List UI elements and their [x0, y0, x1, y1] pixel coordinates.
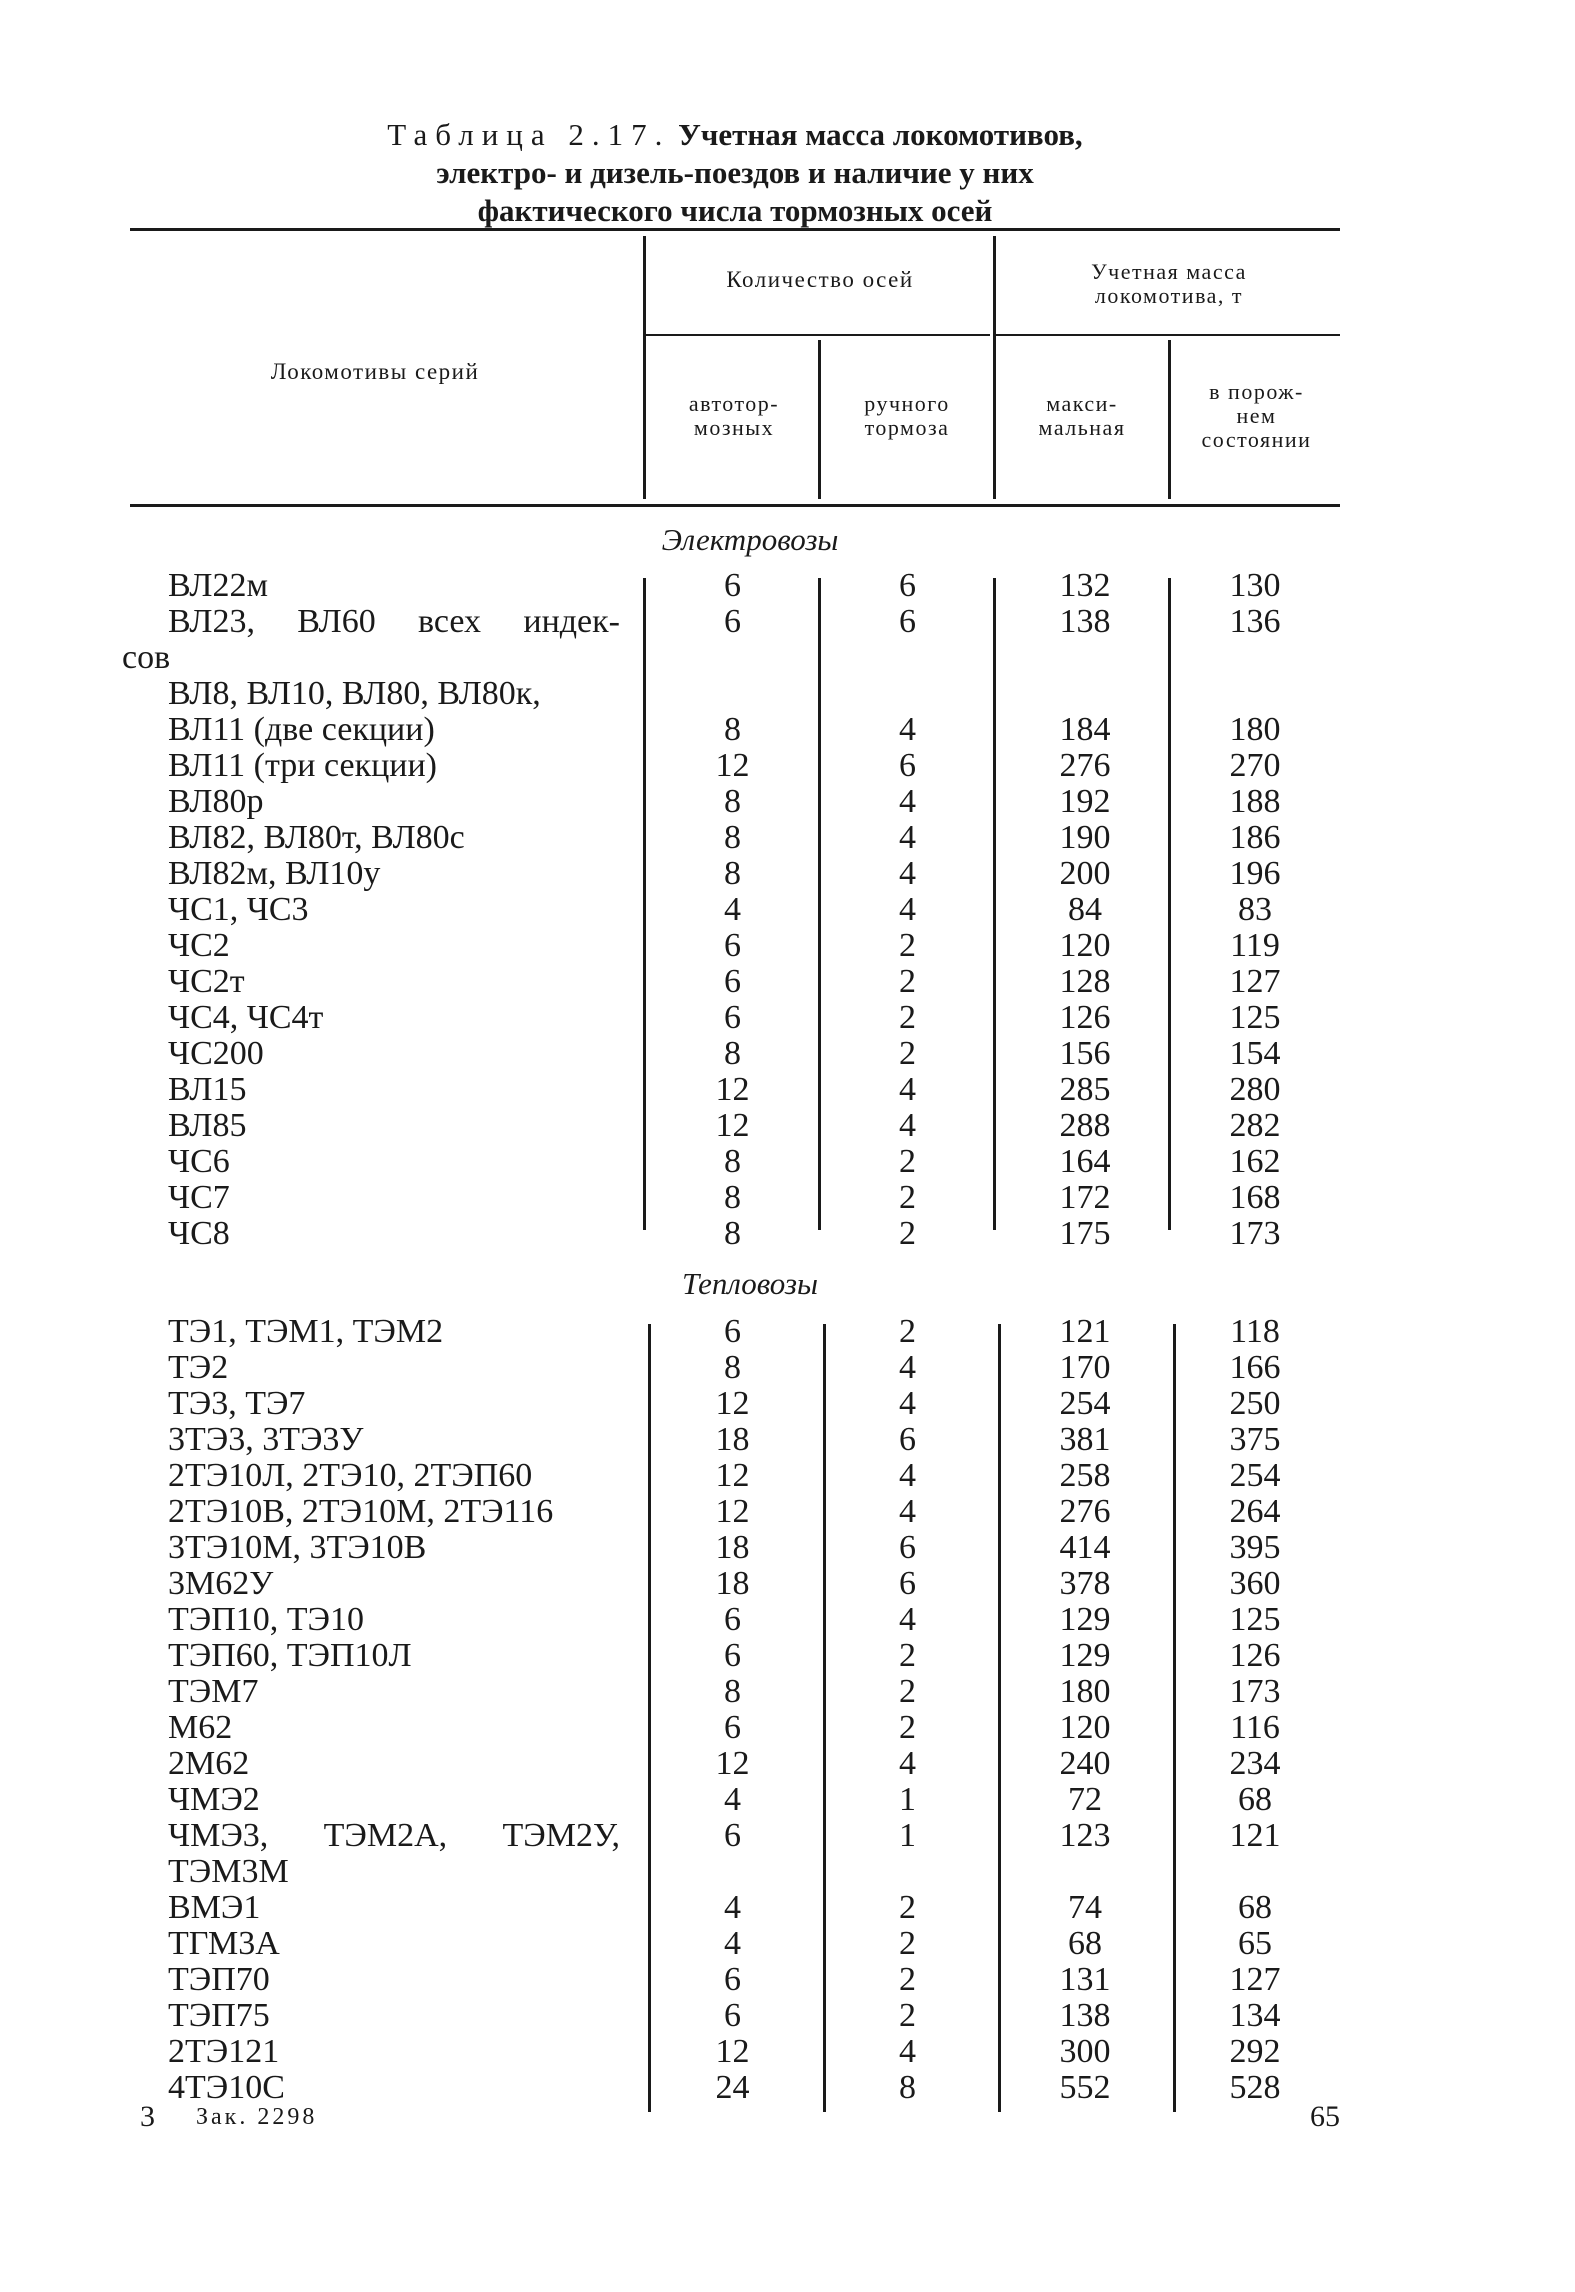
row-auto-brake-axles: 24 — [715, 2069, 750, 2106]
row-mass-empty: 234 — [1229, 1745, 1281, 1782]
row-hand-brake-axles: 4 — [899, 1349, 916, 1386]
row-hand-brake-axles: 4 — [899, 783, 916, 820]
caption-line2: электро- и дизель-поездов и наличие у них — [436, 155, 1034, 190]
row-hand-brake-axles: 4 — [899, 1107, 916, 1144]
header-vline-2 — [818, 340, 821, 499]
row-auto-brake-axles: 6 — [724, 1313, 741, 1350]
row-hand-brake-axles: 4 — [899, 1071, 916, 1108]
row-mass-max: 200 — [1059, 855, 1111, 892]
row-mass-max: 285 — [1059, 1071, 1111, 1108]
row-series-name: ВЛ11 (две секции) — [168, 711, 435, 748]
row-mass-max: 129 — [1059, 1601, 1111, 1638]
row-mass-empty: 186 — [1229, 819, 1281, 856]
row-mass-empty: 127 — [1229, 1961, 1281, 1998]
row-mass-max: 378 — [1059, 1565, 1111, 1602]
row-series-name: ЧМЭ2 — [168, 1781, 260, 1818]
row-auto-brake-axles: 6 — [724, 1709, 741, 1746]
row-series-name: ВЛ85 — [168, 1107, 247, 1144]
row-hand-brake-axles: 2 — [899, 1215, 916, 1252]
row-series-name: ВЛ8, ВЛ10, ВЛ80, ВЛ80к, — [168, 675, 541, 712]
row-mass-empty: 130 — [1229, 567, 1281, 604]
row-series-name: ЧС7 — [168, 1179, 230, 1216]
header-axles-auto: автотор- мозных — [688, 391, 780, 440]
header-mass-empty: в порож- нем состоянии — [1201, 379, 1312, 452]
header-vline-1 — [643, 236, 646, 499]
row-hand-brake-axles: 2 — [899, 1997, 916, 2034]
row-series-name: ТЭ2 — [168, 1349, 229, 1386]
row-auto-brake-axles: 6 — [724, 999, 741, 1036]
row-auto-brake-axles: 12 — [715, 1493, 750, 1530]
row-auto-brake-axles: 12 — [715, 1071, 750, 1108]
row-hand-brake-axles: 2 — [899, 927, 916, 964]
row-auto-brake-axles: 8 — [724, 819, 741, 856]
row-mass-empty: 360 — [1229, 1565, 1281, 1602]
row-series-name: 3ТЭ3, 3ТЭ3У — [168, 1421, 364, 1458]
row-hand-brake-axles: 4 — [899, 1457, 916, 1494]
row-auto-brake-axles: 18 — [715, 1421, 750, 1458]
row-mass-empty: 292 — [1229, 2033, 1281, 2070]
row-series-name: ВЛ82, ВЛ80т, ВЛ80с — [168, 819, 465, 856]
row-hand-brake-axles: 2 — [899, 1673, 916, 1710]
electric-vline-3 — [993, 578, 996, 1230]
table-row — [0, 1036, 1575, 1072]
row-mass-empty: 254 — [1229, 1457, 1281, 1494]
row-mass-max: 123 — [1059, 1817, 1111, 1854]
row-series-name: 2ТЭ121 — [168, 2033, 280, 2070]
table-row — [0, 1530, 1575, 1566]
electric-vline-4 — [1168, 578, 1171, 1230]
row-series-name: ТЭ1, ТЭМ1, ТЭМ2 — [168, 1313, 444, 1350]
row-auto-brake-axles: 6 — [724, 927, 741, 964]
row-hand-brake-axles: 1 — [899, 1781, 916, 1818]
row-auto-brake-axles: 18 — [715, 1565, 750, 1602]
table-row — [0, 1180, 1575, 1216]
row-auto-brake-axles: 4 — [724, 1925, 741, 1962]
row-mass-max: 276 — [1059, 747, 1111, 784]
row-mass-empty: 375 — [1229, 1421, 1281, 1458]
table-row — [0, 1386, 1575, 1422]
row-auto-brake-axles: 6 — [724, 603, 741, 640]
row-auto-brake-axles: 8 — [724, 1035, 741, 1072]
row-mass-empty: 196 — [1229, 855, 1281, 892]
row-series-name: ТЭП75 — [168, 1997, 270, 2034]
header-axles-hand: ручного тормоза — [864, 391, 950, 440]
row-series-name: ВЛ80р — [168, 783, 264, 820]
row-mass-empty: 68 — [1238, 1889, 1272, 1926]
header-mass-group: Учетная масса локомотива, т — [1091, 259, 1247, 308]
table-caption — [130, 116, 1340, 230]
row-hand-brake-axles: 2 — [899, 1637, 916, 1674]
table-row — [0, 928, 1575, 964]
row-mass-max: 131 — [1059, 1961, 1111, 1998]
row-mass-empty: 134 — [1229, 1997, 1281, 2034]
row-series-name: ТЭП60, ТЭП10Л — [168, 1637, 412, 1674]
table-row — [0, 1782, 1575, 1818]
table-row — [0, 1494, 1575, 1530]
row-mass-empty: 136 — [1229, 603, 1281, 640]
row-hand-brake-axles: 6 — [899, 747, 916, 784]
row-mass-empty: 250 — [1229, 1385, 1281, 1422]
table-row — [0, 1108, 1575, 1144]
row-mass-empty: 282 — [1229, 1107, 1281, 1144]
row-auto-brake-axles: 8 — [724, 1673, 741, 1710]
diesel-vline-1 — [648, 1324, 651, 2112]
mass-subrule — [995, 334, 1340, 336]
row-hand-brake-axles: 6 — [899, 567, 916, 604]
table-row — [0, 1710, 1575, 1746]
footer-signature: 3 — [140, 2100, 155, 2133]
row-series-name: ЧС200 — [168, 1035, 264, 1072]
table-row — [0, 1890, 1575, 1926]
row-auto-brake-axles: 4 — [724, 1889, 741, 1926]
row-mass-empty: 188 — [1229, 783, 1281, 820]
row-hand-brake-axles: 1 — [899, 1817, 916, 1854]
row-mass-max: 138 — [1059, 1997, 1111, 2034]
row-hand-brake-axles: 4 — [899, 1493, 916, 1530]
table-row — [0, 2034, 1575, 2070]
table-row — [0, 1000, 1575, 1036]
electric-vline-1 — [643, 578, 646, 1230]
diesel-table-body — [0, 1314, 1575, 2106]
row-mass-empty: 83 — [1238, 891, 1272, 928]
table-row — [0, 820, 1575, 856]
row-auto-brake-axles: 12 — [715, 2033, 750, 2070]
footer-order: Зак. 2298 — [196, 2104, 318, 2130]
row-hand-brake-axles: 4 — [899, 711, 916, 748]
header-axles-group: Количество осей — [726, 267, 914, 292]
row-auto-brake-axles: 4 — [724, 1781, 741, 1818]
row-mass-max: 288 — [1059, 1107, 1111, 1144]
row-auto-brake-axles: 12 — [715, 747, 750, 784]
table-row — [0, 748, 1575, 784]
row-series-name: ЧС6 — [168, 1143, 230, 1180]
table-row — [0, 964, 1575, 1000]
row-mass-max: 552 — [1059, 2069, 1111, 2106]
table-row — [0, 676, 1575, 712]
row-hand-brake-axles: 2 — [899, 1313, 916, 1350]
row-mass-empty: 118 — [1230, 1313, 1280, 1350]
row-hand-brake-axles: 4 — [899, 891, 916, 928]
table-row — [0, 1216, 1575, 1252]
row-series-name: 2ТЭ10Л, 2ТЭ10, 2ТЭП60 — [168, 1457, 533, 1494]
row-hand-brake-axles: 6 — [899, 603, 916, 640]
row-auto-brake-axles: 8 — [724, 711, 741, 748]
row-series-name: 3ТЭ10М, 3ТЭ10В — [168, 1529, 427, 1566]
row-auto-brake-axles: 12 — [715, 1107, 750, 1144]
row-series-name: М62 — [168, 1709, 233, 1746]
row-mass-max: 190 — [1059, 819, 1111, 856]
row-mass-max: 120 — [1059, 1709, 1111, 1746]
table-row — [0, 1818, 1575, 1890]
table-row — [0, 1144, 1575, 1180]
row-mass-empty: 264 — [1229, 1493, 1281, 1530]
row-mass-empty: 126 — [1229, 1637, 1281, 1674]
row-mass-max: 180 — [1059, 1673, 1111, 1710]
row-series-name: ЧС4, ЧС4т — [168, 999, 324, 1036]
row-mass-max: 121 — [1059, 1313, 1111, 1350]
row-auto-brake-axles: 6 — [724, 567, 741, 604]
row-series-name: ВЛ82м, ВЛ10у — [168, 855, 381, 892]
row-mass-max: 414 — [1059, 1529, 1111, 1566]
row-hand-brake-axles: 4 — [899, 1385, 916, 1422]
row-hand-brake-axles: 6 — [899, 1565, 916, 1602]
header-vline-3 — [993, 236, 996, 499]
table-row — [0, 1422, 1575, 1458]
row-series-name: ТЭП70 — [168, 1961, 270, 1998]
row-mass-max: 84 — [1068, 891, 1102, 928]
header-bottom-rule — [130, 504, 1340, 507]
row-auto-brake-axles: 8 — [724, 1179, 741, 1216]
row-mass-empty: 180 — [1229, 711, 1281, 748]
row-hand-brake-axles: 2 — [899, 963, 916, 1000]
row-hand-brake-axles: 4 — [899, 1745, 916, 1782]
row-auto-brake-axles: 6 — [724, 1961, 741, 1998]
row-mass-max: 258 — [1059, 1457, 1111, 1494]
table-row — [0, 1962, 1575, 1998]
row-mass-empty: 162 — [1229, 1143, 1281, 1180]
table-row — [0, 1638, 1575, 1674]
table-row — [0, 1602, 1575, 1638]
row-series-name: ВЛ15 — [168, 1071, 247, 1108]
row-mass-empty: 168 — [1229, 1179, 1281, 1216]
row-auto-brake-axles: 8 — [724, 1215, 741, 1252]
row-hand-brake-axles: 2 — [899, 1143, 916, 1180]
row-mass-max: 156 — [1059, 1035, 1111, 1072]
row-mass-max: 129 — [1059, 1637, 1111, 1674]
row-mass-max: 164 — [1059, 1143, 1111, 1180]
row-hand-brake-axles: 2 — [899, 1035, 916, 1072]
row-auto-brake-axles: 12 — [715, 1385, 750, 1422]
row-mass-max: 240 — [1059, 1745, 1111, 1782]
table-row — [0, 1350, 1575, 1386]
row-auto-brake-axles: 12 — [715, 1745, 750, 1782]
row-auto-brake-axles: 6 — [724, 1997, 741, 2034]
electric-vline-2 — [818, 578, 821, 1230]
row-series-name: ВЛ11 (три секции) — [168, 747, 437, 784]
row-series-name: 3М62У — [168, 1565, 274, 1602]
table-row — [0, 712, 1575, 748]
table-row — [0, 892, 1575, 928]
row-series-name: ВМЭ1 — [168, 1889, 261, 1926]
row-auto-brake-axles: 6 — [724, 1637, 741, 1674]
caption-label: Таблица 2.17. — [387, 117, 671, 152]
row-series-name: ЧС2 — [168, 927, 230, 964]
row-mass-empty: 125 — [1229, 1601, 1281, 1638]
row-hand-brake-axles: 4 — [899, 819, 916, 856]
row-hand-brake-axles: 6 — [899, 1421, 916, 1458]
diesel-vline-4 — [1173, 1324, 1176, 2112]
table-row — [0, 604, 1575, 676]
row-auto-brake-axles: 6 — [724, 1601, 741, 1638]
row-mass-empty: 65 — [1238, 1925, 1272, 1962]
row-mass-max: 170 — [1059, 1349, 1111, 1386]
row-hand-brake-axles: 2 — [899, 1889, 916, 1926]
row-mass-empty: 395 — [1229, 1529, 1281, 1566]
row-series-name: ВЛ23, ВЛ60 всех индек- сов — [122, 603, 620, 676]
header-mass-max: макси- мальная — [1038, 391, 1126, 440]
row-series-name: ТЭ3, ТЭ7 — [168, 1385, 306, 1422]
axles-subrule — [645, 334, 990, 336]
row-hand-brake-axles: 2 — [899, 999, 916, 1036]
row-mass-max: 120 — [1059, 927, 1111, 964]
row-hand-brake-axles: 4 — [899, 1601, 916, 1638]
section-diesel: Тепловозы — [681, 1266, 818, 1301]
table-row — [0, 1674, 1575, 1710]
row-auto-brake-axles: 18 — [715, 1529, 750, 1566]
row-series-name: ВЛ22м — [168, 567, 268, 604]
row-auto-brake-axles: 6 — [724, 963, 741, 1000]
row-hand-brake-axles: 2 — [899, 1709, 916, 1746]
row-mass-empty: 280 — [1229, 1071, 1281, 1108]
row-auto-brake-axles: 8 — [724, 783, 741, 820]
row-auto-brake-axles: 8 — [724, 1143, 741, 1180]
row-series-name: ЧС1, ЧС3 — [168, 891, 309, 928]
row-mass-empty: 270 — [1229, 747, 1281, 784]
table-row — [0, 1998, 1575, 2034]
row-hand-brake-axles: 4 — [899, 855, 916, 892]
row-hand-brake-axles: 2 — [899, 1961, 916, 1998]
row-series-name: ТЭП10, ТЭ10 — [168, 1601, 364, 1638]
row-mass-max: 74 — [1068, 1889, 1102, 1926]
row-mass-max: 192 — [1059, 783, 1111, 820]
row-series-name: ТЭМ7 — [168, 1673, 259, 1710]
row-hand-brake-axles: 2 — [899, 1925, 916, 1962]
row-mass-empty: 119 — [1230, 927, 1280, 964]
row-mass-max: 128 — [1059, 963, 1111, 1000]
row-mass-empty: 116 — [1230, 1709, 1280, 1746]
row-mass-max: 175 — [1059, 1215, 1111, 1252]
row-mass-empty: 173 — [1229, 1673, 1281, 1710]
row-mass-max: 132 — [1059, 567, 1111, 604]
table-row — [0, 1072, 1575, 1108]
row-hand-brake-axles: 8 — [899, 2069, 916, 2106]
row-auto-brake-axles: 8 — [724, 1349, 741, 1386]
row-series-name: ЧМЭ3, ТЭМ2А, ТЭМ2У, ТЭМ3М — [168, 1817, 620, 1890]
row-series-name: ТГМ3А — [168, 1925, 280, 1962]
row-mass-empty: 121 — [1229, 1817, 1281, 1854]
row-mass-max: 276 — [1059, 1493, 1111, 1530]
row-series-name: 2М62 — [168, 1745, 250, 1782]
row-mass-empty: 127 — [1229, 963, 1281, 1000]
table-row — [0, 1314, 1575, 1350]
row-mass-max: 126 — [1059, 999, 1111, 1036]
row-mass-max: 381 — [1059, 1421, 1111, 1458]
table-row — [0, 856, 1575, 892]
diesel-vline-2 — [823, 1324, 826, 2112]
row-series-name: 2ТЭ10В, 2ТЭ10М, 2ТЭ116 — [168, 1493, 554, 1530]
header-series: Локомотивы серий — [270, 359, 480, 384]
table-row — [0, 784, 1575, 820]
table-row — [0, 1746, 1575, 1782]
row-mass-max: 184 — [1059, 711, 1111, 748]
table-row — [0, 1458, 1575, 1494]
row-auto-brake-axles: 4 — [724, 891, 741, 928]
row-series-name: 4ТЭ10С — [168, 2069, 285, 2106]
section-electric: Электровозы — [661, 522, 839, 557]
row-mass-max: 172 — [1059, 1179, 1111, 1216]
header-vline-4 — [1168, 340, 1171, 499]
row-mass-max: 138 — [1059, 603, 1111, 640]
row-mass-empty: 173 — [1229, 1215, 1281, 1252]
caption-line1: Учетная масса локомотивов, — [678, 117, 1083, 152]
row-series-name: ЧС2т — [168, 963, 245, 1000]
row-mass-max: 68 — [1068, 1925, 1102, 1962]
table-row — [0, 568, 1575, 604]
row-auto-brake-axles: 6 — [724, 1817, 741, 1854]
row-hand-brake-axles: 4 — [899, 2033, 916, 2070]
row-mass-empty: 166 — [1229, 1349, 1281, 1386]
row-auto-brake-axles: 12 — [715, 1457, 750, 1494]
table-row — [0, 1926, 1575, 1962]
row-mass-empty: 125 — [1229, 999, 1281, 1036]
caption-line3: фактического числа тормозных осей — [477, 193, 993, 228]
page-number: 65 — [1310, 2100, 1340, 2133]
row-mass-max: 254 — [1059, 1385, 1111, 1422]
row-auto-brake-axles: 8 — [724, 855, 741, 892]
row-mass-max: 72 — [1068, 1781, 1102, 1818]
row-mass-empty: 68 — [1238, 1781, 1272, 1818]
row-hand-brake-axles: 2 — [899, 1179, 916, 1216]
diesel-vline-3 — [998, 1324, 1001, 2112]
electric-table-body — [0, 568, 1575, 1252]
row-mass-empty: 528 — [1229, 2069, 1281, 2106]
table-row — [0, 1566, 1575, 1602]
row-mass-max: 300 — [1059, 2033, 1111, 2070]
row-mass-empty: 154 — [1229, 1035, 1281, 1072]
row-series-name: ЧС8 — [168, 1215, 230, 1252]
top-rule — [130, 228, 1340, 231]
row-hand-brake-axles: 6 — [899, 1529, 916, 1566]
